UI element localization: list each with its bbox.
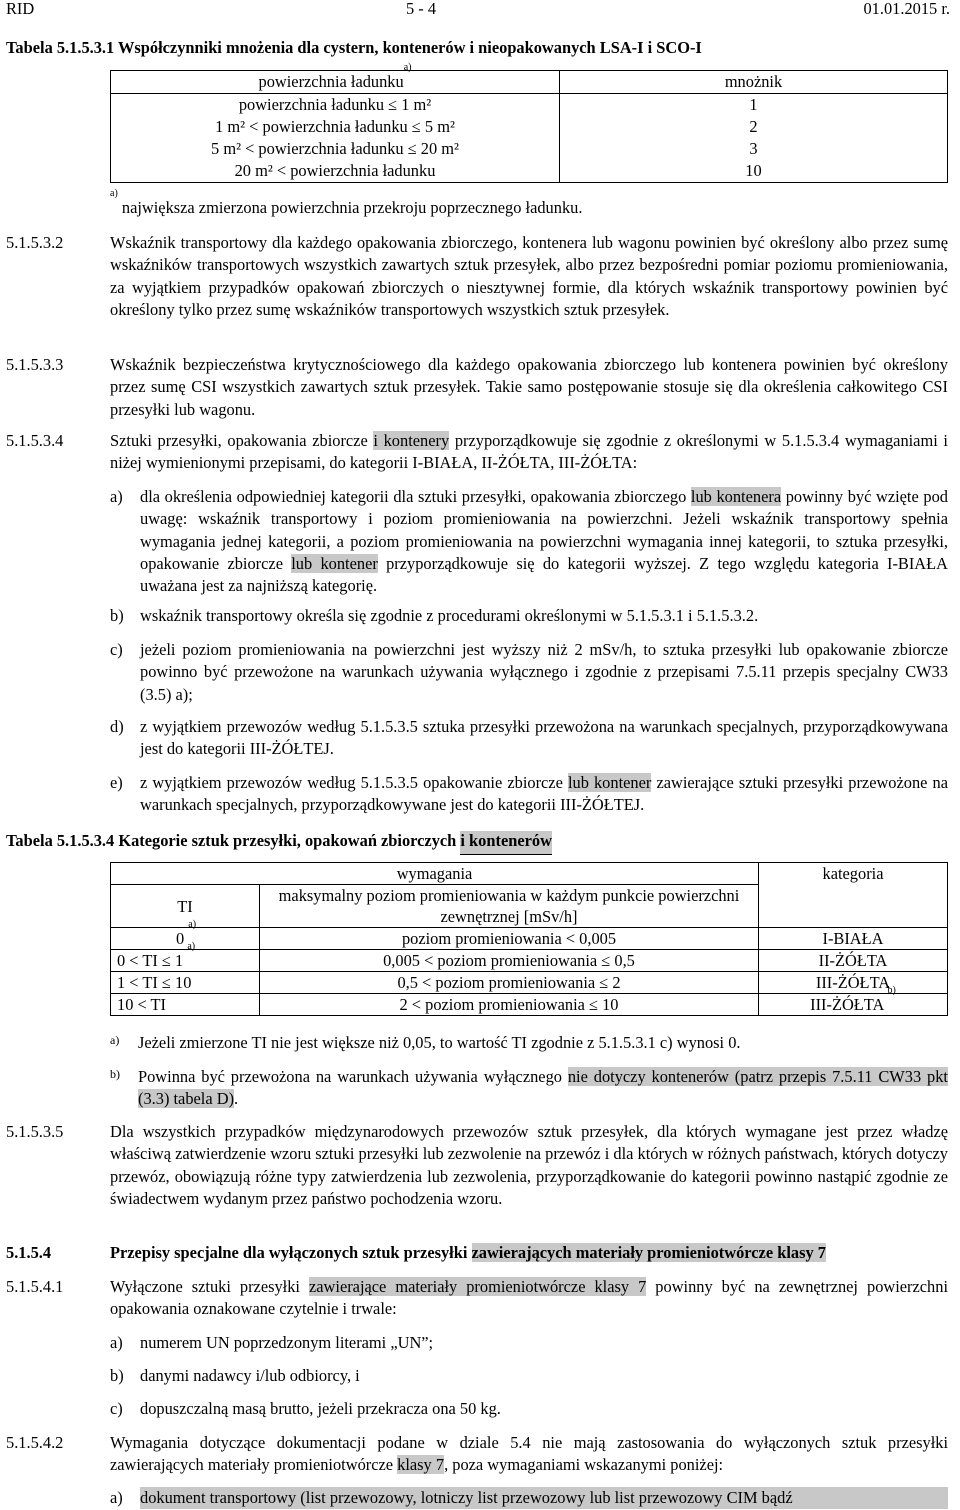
footnote-text: Jeżeli zmierzone TI nie jest większe niż 0,05, to wartość TI zgodnie z 5.1.5.3.1 c) wynosi 0. <box>138 1033 741 1052</box>
table2-cell: 1 < TI ≤ 10 <box>111 972 260 994</box>
list-label: b) <box>110 1366 124 1385</box>
table1-title: Tabela 5.1.5.3.1 Współczynniki mnożenia dla cystern, kontenerów i nieopakowanych LSA-I i SCO-I <box>6 38 702 57</box>
list-item-a <box>110 1487 948 1509</box>
list-item-a <box>110 486 948 598</box>
table2-cell: 0,005 < poziom promieniowania ≤ 0,5 <box>260 950 759 972</box>
list-text: jeżeli poziom promieniowania na powierzchni jest wyższy niż 2 mSv/h, to sztuka przesyłki lub opakowanie zbiorcze powinno być przewożone na warunkach używania wyłącznego i zgodnie z przepisami 7.5.11 przepis specjalny CW33 (3.5) a); <box>140 640 948 704</box>
table-row <box>111 94 948 117</box>
table-row <box>111 116 948 138</box>
table2-header-radiation: maksymalny poziom promieniowania w każdym punkcie powierzchni zewnętrznej [mSv/h] <box>260 885 759 928</box>
page-header <box>6 0 950 20</box>
section-number: 5.1.5.4.2 <box>6 1433 64 1452</box>
table2-cell: 0,5 < poziom promieniowania ≤ 2 <box>260 972 759 994</box>
section-number: 5.1.5.3.2 <box>6 233 64 252</box>
list-label: b) <box>110 606 124 625</box>
table1-cell: 3 <box>560 138 948 160</box>
list-item-e <box>110 772 948 817</box>
table2-cell: 0 $^{a)}$ <box>111 928 260 950</box>
table2-cell: II-ŻÓŁTA <box>759 950 948 972</box>
list-item-b <box>110 1365 948 1387</box>
table2-header-ti: TI <box>111 885 260 928</box>
table1 <box>110 62 948 183</box>
table2-cell: 10 < TI <box>111 994 260 1016</box>
header-page-number: 5 - 4 <box>406 0 437 18</box>
section-text: Dla wszystkich przypadków międzynarodowych przewozów sztuk przesyłek, dla których wymagane jest przez władzę właściwą zatwierdzenie wzoru sztuki przesyłki lub zezwolenie na przewóz i dla których w różnych państwach, których dotyczy przewóz, obowiązują różne typy zatwierdzenia lub zezwolenia, przyporządkowanie do kategorii powinno nastąpić zgodnie ze świadectwem wydanym przez państwo pochodzenia wzoru. <box>110 1122 948 1208</box>
table-row <box>111 160 948 183</box>
section-text: Wskaźnik transportowy dla każdego opakowania zbiorczego, kontenera lub wagonu powinien być określony albo przez sumę wskaźników transportowych wszystkich zawartych sztuk przesyłek, albo przez bezpośredni pomiar poziomu promieniowania, za wyjątkiem przypadków opakowań zbiorczych o niesztywnej formie, dla których wskaźnik transportowy powinien być określony tylko przez sumę wskaźników transportowych wszystkich sztuk przesyłek. <box>110 233 948 319</box>
list-label: e) <box>110 773 123 792</box>
list-text: z wyjątkiem przewozów według 5.1.5.3.5 opakowanie zbiorcze lub kontener zawierające sztuki przesyłki przewożone na warunkach specjalnych, przyporządkowywane jest do kategorii III-ŻÓŁTEJ. <box>140 773 948 815</box>
list-label: a) <box>110 1488 123 1507</box>
table1-footnote: $^{a)}$ największa zmierzona powierzchnia przekroju poprzecznego ładunku. <box>110 188 583 217</box>
table2-cell: 2 < poziom promieniowania ≤ 10 <box>260 994 759 1016</box>
section-number: 5.1.5.3.5 <box>6 1122 64 1141</box>
section-5-1-5-4 <box>6 1242 948 1264</box>
list-label: c) <box>110 1399 123 1418</box>
table2-footnote-a <box>110 1032 948 1054</box>
table1-header-col1: powierzchnia ładunku$^{a)}$ <box>111 71 560 94</box>
table-row <box>111 138 948 160</box>
section-heading: Przepisy specjalne dla wyłączonych sztuk przesyłki zawierających materiały promieniotwórcze klasy 7 <box>110 1243 826 1262</box>
table1-header-row <box>111 71 948 94</box>
list-label: c) <box>110 640 123 659</box>
table2-header-category: kategoria <box>759 863 948 928</box>
table2-title: Tabela 5.1.5.3.4 Kategorie sztuk przesyłki, opakowań zbiorczych i kontenerów <box>6 830 552 852</box>
table2-cell: III-ŻÓŁTA <box>759 972 948 994</box>
table1-cell: 1 m² < powierzchnia ładunku ≤ 5 m² <box>111 116 560 138</box>
list-text: dla określenia odpowiedniej kategorii dla sztuki przesyłki, opakowania zbiorczego lub kontenera powinny być wzięte pod uwagę: wskaźnik transportowy i poziom promieniowania na powierzchni. Jeżeli wskaźnik transportowy spełnia wymagania jednej kategorii, a poziom promieniowania na powierzchni wymagania innej kategorii, to sztuka przesyłki, opakowanie zbiorcze lub kontener przyporządkowuje się do kategorii wyższej. Z tego względu kategoria I-BIAŁA uważana jest za najniższą kategorię. <box>140 487 948 596</box>
table2-cell: 0 < TI ≤ 1 $^{a)}$ <box>111 950 260 972</box>
table1-cell: 1 <box>560 94 948 117</box>
list-text: dokument transportowy (list przewozowy, lotniczy list przewozowy lub list przewozowy CIM bądź <box>140 1487 948 1509</box>
table1-cell: 20 m² < powierzchnia ładunku <box>111 160 560 183</box>
table-row <box>111 972 948 994</box>
section-number: 5.1.5.4.1 <box>6 1277 64 1296</box>
footnote-mark: a) <box>110 1033 120 1047</box>
list-text: wskaźnik transportowy określa się zgodnie z procedurami określonymi w 5.1.5.3.1 i 5.1.5.3.2. <box>140 606 759 625</box>
header-date: 01.01.2015 r. <box>863 0 950 18</box>
list-text: z wyjątkiem przewozów według 5.1.5.3.5 sztuka przesyłki przewożona na warunkach specjalnych, przyporządkowywana jest do kategorii III-ŻÓŁTEJ. <box>140 717 948 759</box>
list-item-c <box>110 1398 948 1420</box>
table1-cell: powierzchnia ładunku ≤ 1 m² <box>111 94 560 117</box>
list-item-b <box>110 605 948 627</box>
section-number: 5.1.5.3.4 <box>6 431 64 450</box>
list-item-a <box>110 1332 948 1354</box>
table2-cell: poziom promieniowania < 0,005 <box>260 928 759 950</box>
list-text: numerem UN poprzedzonym literami „UN”; <box>140 1333 434 1352</box>
table-row <box>111 994 948 1016</box>
section-number: 5.1.5.3.3 <box>6 355 64 374</box>
list-label: a) <box>110 487 123 506</box>
table2 <box>110 862 948 1016</box>
footnote-text: Powinna być przewożona na warunkach używania wyłącznego nie dotyczy kontenerów (patrz przepis 7.5.11 CW33 pkt (3.3) tabela D). <box>138 1067 948 1109</box>
section-5-1-5-3-2 <box>6 232 948 321</box>
list-item-c <box>110 639 948 706</box>
list-text: dopuszczalną masą brutto, jeżeli przekracza ona 50 kg. <box>140 1399 501 1418</box>
table2-header-requirements: wymagania <box>111 863 759 885</box>
table-row <box>111 950 948 972</box>
table2-cell: I-BIAŁA <box>759 928 948 950</box>
table2-footnote-b <box>110 1066 948 1111</box>
list-item-d <box>110 716 948 761</box>
header-left: RID <box>6 0 35 18</box>
list-text: danymi nadawcy i/lub odbiorcy, i <box>140 1366 360 1385</box>
section-5-1-5-3-5 <box>6 1121 948 1210</box>
section-5-1-5-4-2 <box>6 1432 948 1477</box>
table2-cell: III-ŻÓŁTA $^{b)}$ <box>759 994 948 1016</box>
footnote-mark: b) <box>110 1067 120 1081</box>
section-number: 5.1.5.4 <box>6 1243 52 1262</box>
table2-header-row <box>111 863 948 885</box>
table-row <box>111 928 948 950</box>
section-5-1-5-3-4 <box>6 430 948 475</box>
section-5-1-5-3-3 <box>6 354 948 421</box>
section-text: Wskaźnik bezpieczeństwa krytycznościowego dla każdego opakowania zbiorczego lub kontenera powinien być określony przez sumę CSI wszystkich zawartych sztuk przesyłek. Takie samo postępowanie stosuje się dla określenia całkowitego CSI przesyłki lub wagonu. <box>110 355 948 419</box>
table1-cell: 10 <box>560 160 948 183</box>
table1-cell: 2 <box>560 116 948 138</box>
list-label: d) <box>110 717 124 736</box>
section-text: Wymagania dotyczące dokumentacji podane w dziale 5.4 nie mają zastosowania do wyłączonych sztuk przesyłki zawierających materiały promieniotwórcze klasy 7, poza wymaganiami wskazanymi poniżej: <box>110 1433 948 1475</box>
section-text: Wyłączone sztuki przesyłki zawierające materiały promieniotwórcze klasy 7 powinny być na zewnętrznej powierzchni opakowania oznakowane czytelnie i trwale: <box>110 1277 949 1319</box>
section-text: Sztuki przesyłki, opakowania zbiorcze i kontenery przyporządkowuje się zgodnie z określonymi w 5.1.5.3.4 wymaganiami i niżej wymienionymi przepisami, do kategorii I-BIAŁA, II-ŻÓŁTA, III-ŻÓŁTA: <box>110 431 948 473</box>
table1-cell: 5 m² < powierzchnia ładunku ≤ 20 m² <box>111 138 560 160</box>
section-5-1-5-4-1 <box>6 1276 948 1321</box>
table1-header-col2: mnożnik <box>560 71 948 94</box>
list-label: a) <box>110 1333 123 1352</box>
